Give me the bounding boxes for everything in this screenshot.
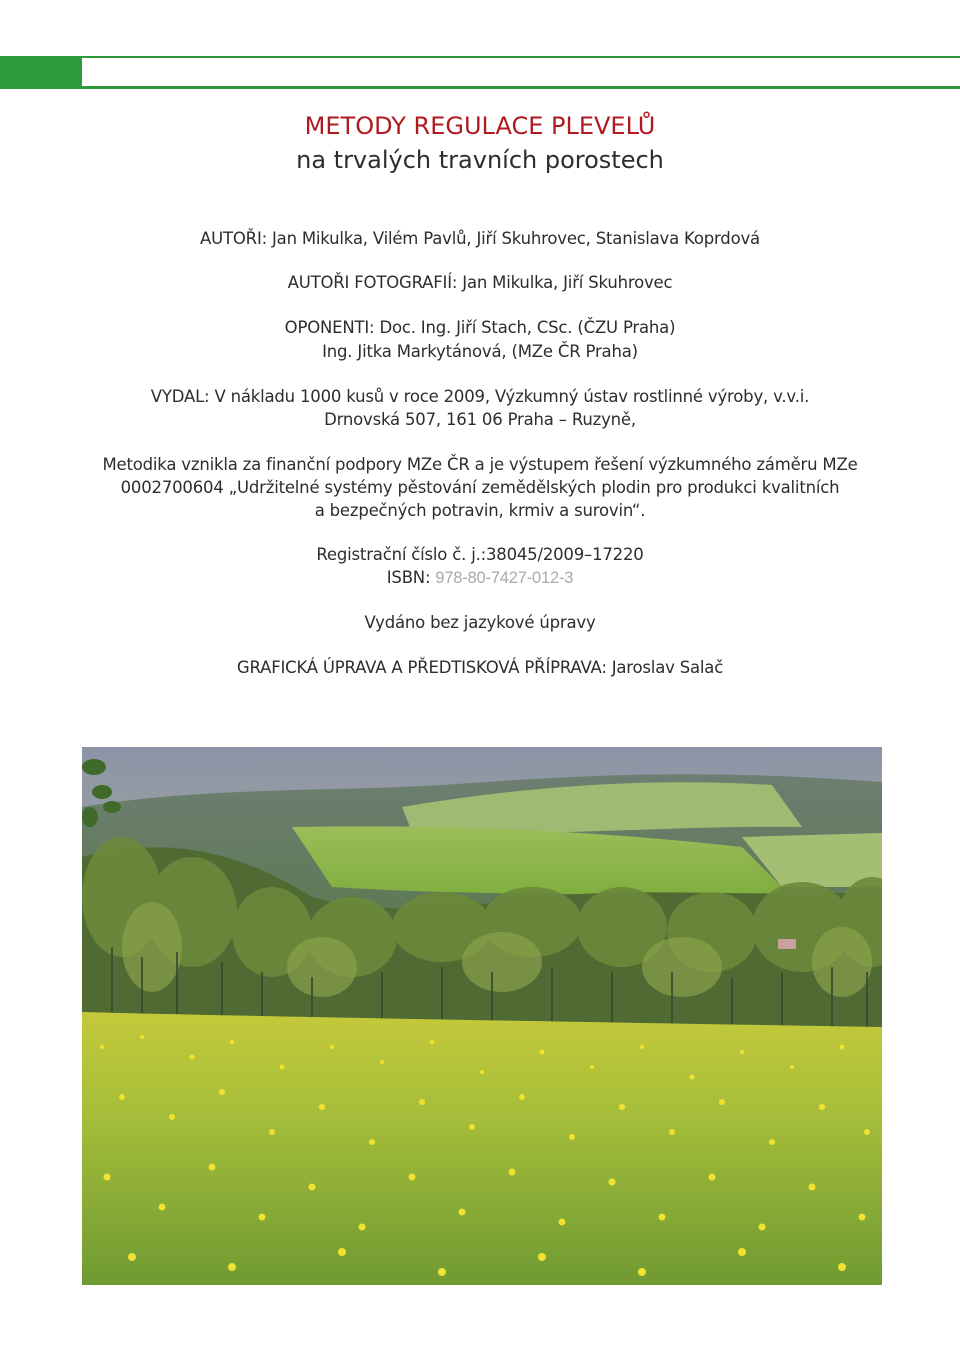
isbn-line: [0, 568, 960, 588]
header-top-rule: [82, 56, 960, 58]
registration-number: Registrační číslo č. j.:38045/2009–17220: [316, 545, 644, 564]
opponents-line-2: Ing. Jitka Markytánová, (MZe ČR Praha): [322, 342, 638, 361]
meadow-photo: [82, 747, 882, 1285]
document-subtitle: na trvalých travních porostech: [296, 146, 664, 174]
header-bottom-rule: [0, 86, 960, 89]
funding-line-2: 0002700604 „Udržitelné systémy pěstování zemědělských plodin pro produkci kvalitních: [120, 478, 840, 497]
document-title: METODY REGULACE PLEVELŮ: [304, 112, 656, 140]
authors-line: AUTOŘI: Jan Mikulka, Vilém Pavlů, Jiří Skuhrovec, Stanislava Koprdová: [200, 229, 760, 248]
isbn-value: 978-80-7427-012-3: [435, 569, 574, 587]
photo-authors-line: AUTOŘI FOTOGRAFIÍ: Jan Mikulka, Jiří Skuhrovec: [287, 273, 673, 292]
publisher-line-1: VYDAL: V nákladu 1000 kusů v roce 2009, Výzkumný ústav rostlinné výroby, v.v.i.: [150, 387, 810, 406]
isbn-label: ISBN:: [386, 568, 436, 587]
language-note: Vydáno bez jazykové úpravy: [364, 613, 596, 632]
graphics-credit: GRAFICKÁ ÚPRAVA A PŘEDTISKOVÁ PŘÍPRAVA: Jaroslav Salač: [236, 658, 724, 677]
funding-line-1: Metodika vznikla za finanční podpory MZe ČR a je výstupem řešení výzkumného záměru MZe: [102, 455, 858, 474]
funding-line-3: a bezpečných potravin, krmiv a surovin“.: [314, 501, 646, 520]
publisher-line-2: Drnovská 507, 161 06 Praha – Ruzyně,: [324, 410, 636, 429]
header-accent-block: [0, 56, 82, 89]
opponents-line-1: OPONENTI: Doc. Ing. Jiří Stach, CSc. (ČZU Praha): [284, 318, 676, 337]
